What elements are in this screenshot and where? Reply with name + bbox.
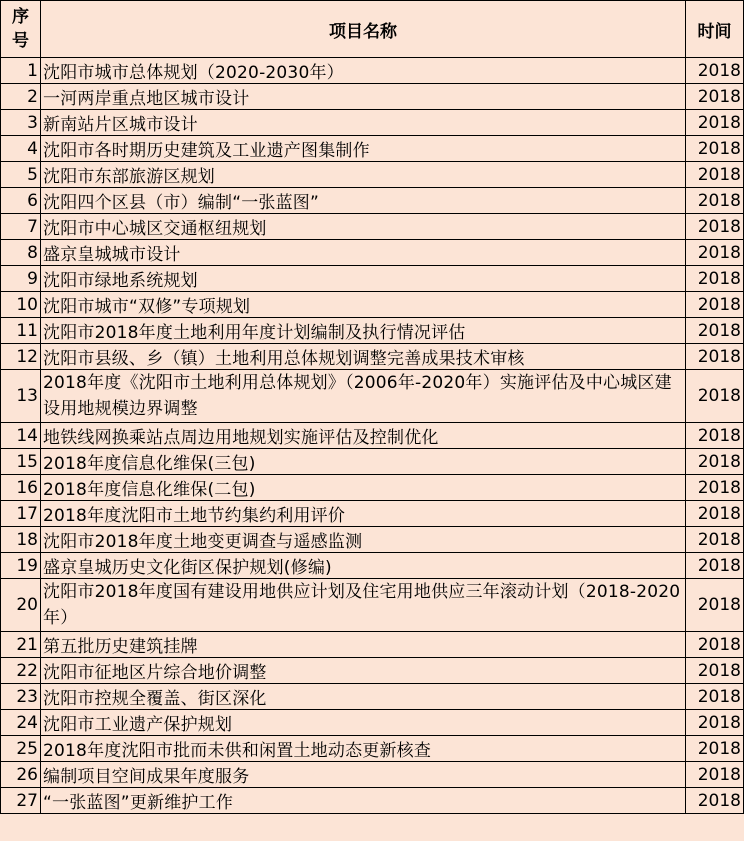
project-year: 2018 (686, 579, 744, 632)
row-number: 12 (1, 344, 41, 370)
table-row (1, 240, 744, 266)
row-number: 14 (1, 423, 41, 449)
project-year: 2018 (686, 658, 744, 684)
project-year: 2018 (686, 318, 744, 344)
row-number: 11 (1, 318, 41, 344)
table-row (1, 579, 744, 632)
project-year: 2018 (686, 710, 744, 736)
row-number: 19 (1, 553, 41, 579)
table-row (1, 632, 744, 658)
project-year: 2018 (686, 762, 744, 788)
row-number: 17 (1, 501, 41, 527)
project-name: 沈阳市2018年度国有建设用地供应计划及住宅用地供应三年滚动计划（2018-2020年） (41, 579, 686, 632)
row-number: 15 (1, 449, 41, 475)
project-name: 沈阳市东部旅游区规划 (41, 162, 686, 188)
project-name: “一张蓝图”更新维护工作 (41, 788, 686, 814)
table-row (1, 162, 744, 188)
table-row (1, 762, 744, 788)
row-number: 4 (1, 136, 41, 162)
project-name: 沈阳市绿地系统规划 (41, 266, 686, 292)
row-number: 18 (1, 527, 41, 553)
project-name: 沈阳市2018年度土地变更调查与遥感监测 (41, 527, 686, 553)
project-name: 一河两岸重点地区城市设计 (41, 84, 686, 110)
table-row (1, 788, 744, 814)
row-number: 3 (1, 110, 41, 136)
project-year: 2018 (686, 136, 744, 162)
table-row (1, 214, 744, 240)
table-row (1, 136, 744, 162)
row-number: 24 (1, 710, 41, 736)
project-name: 盛京皇城历史文化街区保护规划(修编) (41, 553, 686, 579)
project-year: 2018 (686, 344, 744, 370)
project-year: 2018 (686, 684, 744, 710)
header-name: 项目名称 (41, 1, 686, 58)
row-number: 9 (1, 266, 41, 292)
project-year: 2018 (686, 449, 744, 475)
project-name: 2018年度沈阳市批而未供和闲置土地动态更新核查 (41, 736, 686, 762)
row-number: 21 (1, 632, 41, 658)
project-year: 2018 (686, 501, 744, 527)
project-name: 2018年度《沈阳市土地利用总体规划》（2006年-2020年）实施评估及中心城区建设用地规模边界调整 (41, 370, 686, 423)
project-name: 新南站片区城市设计 (41, 110, 686, 136)
project-year: 2018 (686, 632, 744, 658)
header-num: 序号 (1, 1, 41, 58)
header-year: 时间 (686, 1, 744, 58)
project-name: 编制项目空间成果年度服务 (41, 762, 686, 788)
project-year: 2018 (686, 162, 744, 188)
project-name: 沈阳四个区县（市）编制“一张蓝图” (41, 188, 686, 214)
project-name: 第五批历史建筑挂牌 (41, 632, 686, 658)
project-year: 2018 (686, 58, 744, 84)
table-row (1, 58, 744, 84)
row-number: 10 (1, 292, 41, 318)
project-year: 2018 (686, 788, 744, 814)
project-year: 2018 (686, 370, 744, 423)
project-name: 沈阳市县级、乡（镇）土地利用总体规划调整完善成果技术审核 (41, 344, 686, 370)
project-name: 2018年度信息化维保(三包) (41, 449, 686, 475)
row-number: 8 (1, 240, 41, 266)
project-name: 2018年度信息化维保(二包) (41, 475, 686, 501)
table-row (1, 370, 744, 423)
row-number: 13 (1, 370, 41, 423)
project-name: 地铁线网换乘站点周边用地规划实施评估及控制优化 (41, 423, 686, 449)
row-number: 22 (1, 658, 41, 684)
table-row (1, 449, 744, 475)
row-number: 2 (1, 84, 41, 110)
table-row (1, 423, 744, 449)
project-year: 2018 (686, 527, 744, 553)
project-name: 盛京皇城城市设计 (41, 240, 686, 266)
table-row (1, 475, 744, 501)
project-name: 沈阳市各时期历史建筑及工业遗产图集制作 (41, 136, 686, 162)
table-row (1, 553, 744, 579)
row-number: 23 (1, 684, 41, 710)
project-year: 2018 (686, 266, 744, 292)
project-name: 沈阳市工业遗产保护规划 (41, 710, 686, 736)
project-name: 沈阳市城市总体规划（2020-2030年） (41, 58, 686, 84)
row-number: 16 (1, 475, 41, 501)
row-number: 5 (1, 162, 41, 188)
table-row (1, 318, 744, 344)
project-year: 2018 (686, 292, 744, 318)
project-year: 2018 (686, 240, 744, 266)
project-year: 2018 (686, 553, 744, 579)
table-row (1, 658, 744, 684)
project-year: 2018 (686, 214, 744, 240)
project-name: 沈阳市2018年度土地利用年度计划编制及执行情况评估 (41, 318, 686, 344)
project-name: 沈阳市控规全覆盖、街区深化 (41, 684, 686, 710)
table-row (1, 684, 744, 710)
row-number: 20 (1, 579, 41, 632)
project-name: 2018年度沈阳市土地节约集约利用评价 (41, 501, 686, 527)
row-number: 6 (1, 188, 41, 214)
row-number: 1 (1, 58, 41, 84)
project-year: 2018 (686, 475, 744, 501)
table-row (1, 736, 744, 762)
row-number: 25 (1, 736, 41, 762)
table-row (1, 188, 744, 214)
header-row (1, 1, 744, 58)
row-number: 7 (1, 214, 41, 240)
project-name: 沈阳市征地区片综合地价调整 (41, 658, 686, 684)
table-row (1, 344, 744, 370)
table-row (1, 110, 744, 136)
row-number: 27 (1, 788, 41, 814)
project-year: 2018 (686, 423, 744, 449)
table-row (1, 501, 744, 527)
project-year: 2018 (686, 84, 744, 110)
project-name: 沈阳市中心城区交通枢纽规划 (41, 214, 686, 240)
table-row (1, 266, 744, 292)
row-number: 26 (1, 762, 41, 788)
project-name: 沈阳市城市“双修”专项规划 (41, 292, 686, 318)
project-year: 2018 (686, 736, 744, 762)
project-year: 2018 (686, 110, 744, 136)
table-row (1, 84, 744, 110)
table-row (1, 292, 744, 318)
table-row (1, 710, 744, 736)
table-row (1, 527, 744, 553)
project-year: 2018 (686, 188, 744, 214)
